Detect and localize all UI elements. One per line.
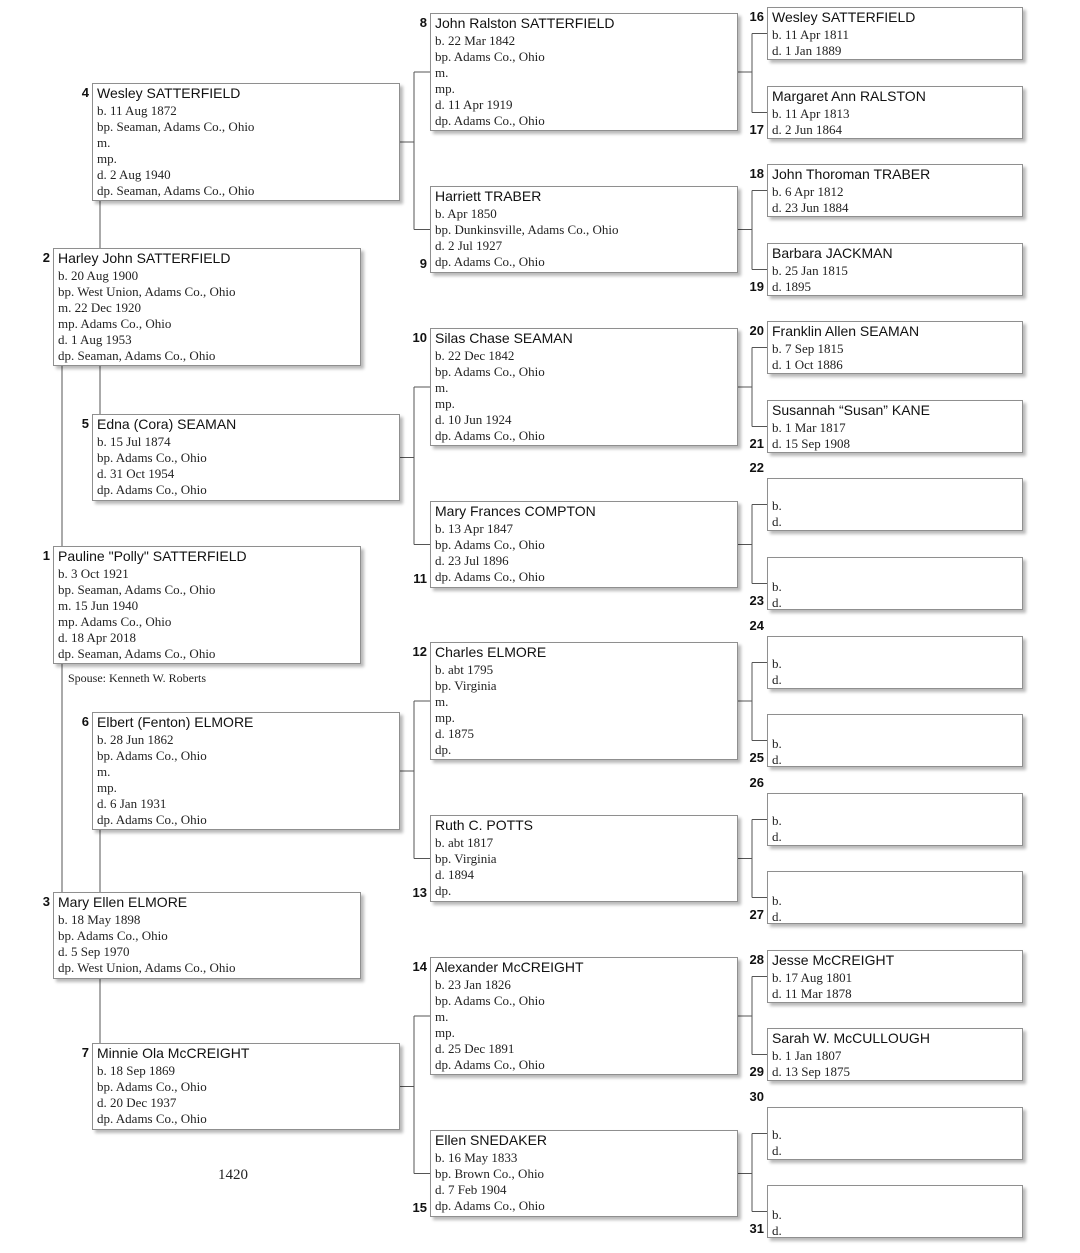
person-fact: b. 16 May 1833 <box>435 1150 518 1165</box>
person-fact: dp. Adams Co., Ohio <box>435 428 545 443</box>
person-fact: d. 20 Dec 1937 <box>97 1095 177 1110</box>
person-fact: b. abt 1795 <box>435 662 494 677</box>
person-fact: b. 7 Sep 1815 <box>772 341 844 356</box>
spouse-line: Spouse: Kenneth W. Roberts <box>68 671 206 685</box>
person-fact: b. 18 Sep 1869 <box>97 1063 175 1078</box>
person-fact: mp. <box>97 780 117 795</box>
person-fact: dp. Adams Co., Ohio <box>435 569 545 584</box>
person-box-1 <box>53 546 361 664</box>
person-fact: b. 22 Dec 1842 <box>435 348 515 363</box>
person-fact: bp. Seaman, Adams Co., Ohio <box>97 119 255 134</box>
person-fact: dp. Adams Co., Ohio <box>435 1057 545 1072</box>
person-fact: bp. Adams Co., Ohio <box>435 537 545 552</box>
person-name: Ruth C. POTTS <box>435 817 534 833</box>
person-number: 18 <box>749 166 764 181</box>
person-fact: dp. West Union, Adams Co., Ohio <box>58 960 236 975</box>
person-name: Sarah W. McCULLOUGH <box>772 1030 930 1046</box>
person-number: 26 <box>749 775 764 790</box>
person-fact: d. 18 Apr 2018 <box>58 630 136 645</box>
person-fact: bp. Brown Co., Ohio <box>435 1166 545 1181</box>
person-fact: d. 11 Mar 1878 <box>772 986 852 1001</box>
person-box-24 <box>767 636 1023 689</box>
person-fact: d. 7 Feb 1904 <box>435 1182 507 1197</box>
person-number: 25 <box>749 750 764 765</box>
person-number: 20 <box>749 323 764 338</box>
person-fact: d. 31 Oct 1954 <box>97 466 175 481</box>
person-fact: m. <box>435 380 449 395</box>
person-box-31 <box>767 1185 1023 1238</box>
person-name: Minnie Ola McCREIGHT <box>97 1045 250 1061</box>
person-box-12 <box>430 642 738 760</box>
person-fact: dp. Seaman, Adams Co., Ohio <box>58 348 216 363</box>
person-box-20 <box>767 321 1023 374</box>
person-fact: bp. Adams Co., Ohio <box>97 1079 207 1094</box>
person-number: 6 <box>81 714 89 729</box>
person-fact: d. 23 Jun 1884 <box>772 200 849 215</box>
person-box-18 <box>767 164 1023 217</box>
person-fact: dp. Seaman, Adams Co., Ohio <box>58 646 216 661</box>
person-number: 21 <box>749 436 764 451</box>
person-fact: d. <box>772 1143 782 1158</box>
person-fact: d. <box>772 829 782 844</box>
person-fact: mp. <box>435 81 455 96</box>
person-fact: dp. Adams Co., Ohio <box>97 482 207 497</box>
person-number: 16 <box>749 9 764 24</box>
person-fact: b. <box>772 1207 782 1222</box>
person-fact: bp. Virginia <box>435 678 497 693</box>
person-box-7 <box>92 1043 400 1130</box>
person-box-4 <box>92 83 400 201</box>
person-fact: m. <box>97 764 111 779</box>
person-box-17 <box>767 86 1023 139</box>
person-fact: b. 20 Aug 1900 <box>58 268 139 283</box>
person-fact: b. 1 Mar 1817 <box>772 420 846 435</box>
person-number: 11 <box>413 571 427 586</box>
page-number: 1420 <box>218 1167 248 1183</box>
person-fact: d. <box>772 595 782 610</box>
person-box-25 <box>767 714 1023 767</box>
person-number: 4 <box>81 85 89 100</box>
person-name: Wesley SATTERFIELD <box>97 85 241 101</box>
person-fact: bp. West Union, Adams Co., Ohio <box>58 284 236 299</box>
person-fact: d. 15 Sep 1908 <box>772 436 850 451</box>
person-box-16 <box>767 7 1023 60</box>
person-fact: dp. Adams Co., Ohio <box>435 113 545 128</box>
person-number: 24 <box>749 618 764 633</box>
person-name: Alexander McCREIGHT <box>435 959 584 975</box>
person-fact: b. 17 Aug 1801 <box>772 970 853 985</box>
person-fact: bp. Adams Co., Ohio <box>58 928 168 943</box>
person-fact: bp. Adams Co., Ohio <box>435 49 545 64</box>
person-fact: b. 11 Aug 1872 <box>97 103 177 118</box>
person-fact: b. <box>772 1127 782 1142</box>
person-fact: d. 11 Apr 1919 <box>435 97 513 112</box>
person-fact: d. 2 Aug 1940 <box>97 167 171 182</box>
person-fact: b. 18 May 1898 <box>58 912 141 927</box>
person-fact: d. 2 Jun 1864 <box>772 122 843 137</box>
person-fact: b. <box>772 579 782 594</box>
person-fact: d. 6 Jan 1931 <box>97 796 167 811</box>
person-box-3 <box>53 892 361 979</box>
person-number: 13 <box>412 885 427 900</box>
person-fact: dp. Adams Co., Ohio <box>435 254 545 269</box>
person-box-13 <box>430 815 738 902</box>
person-fact: dp. Adams Co., Ohio <box>97 1111 207 1126</box>
person-box-22 <box>767 478 1023 531</box>
person-number: 9 <box>419 256 427 271</box>
person-fact: b. 15 Jul 1874 <box>97 434 171 449</box>
person-fact: b. 11 Apr 1811 <box>772 27 850 42</box>
person-number: 12 <box>412 644 427 659</box>
person-box-19 <box>767 243 1023 296</box>
person-box-14 <box>430 957 738 1075</box>
person-fact: m. <box>435 1009 449 1024</box>
person-box-23 <box>767 557 1023 610</box>
person-name: Susannah “Susan” KANE <box>772 402 930 418</box>
person-box-26 <box>767 793 1023 846</box>
person-fact: m. 15 Jun 1940 <box>58 598 139 613</box>
person-name: Margaret Ann RALSTON <box>772 88 926 104</box>
person-fact: mp. <box>97 151 117 166</box>
person-name: Franklin Allen SEAMAN <box>772 323 920 339</box>
person-fact: mp. <box>435 396 455 411</box>
person-fact: b. Apr 1850 <box>435 206 497 221</box>
person-fact: d. 1895 <box>772 279 811 294</box>
person-fact: bp. Adams Co., Ohio <box>435 364 545 379</box>
person-fact: b. 22 Mar 1842 <box>435 33 516 48</box>
person-fact: bp. Adams Co., Ohio <box>435 993 545 1008</box>
person-number: 10 <box>412 330 427 345</box>
person-fact: d. 2 Jul 1927 <box>435 238 503 253</box>
person-number: 1 <box>42 548 50 563</box>
person-fact: b. 23 Jan 1826 <box>435 977 511 992</box>
person-fact: d. 1 Jan 1889 <box>772 43 842 58</box>
person-box-9 <box>430 186 738 273</box>
person-fact: b. <box>772 893 782 908</box>
person-number: 28 <box>749 952 764 967</box>
person-number: 22 <box>749 460 764 475</box>
person-name: Wesley SATTERFIELD <box>772 9 916 25</box>
person-fact: b. 25 Jan 1815 <box>772 263 848 278</box>
person-name: Silas Chase SEAMAN <box>435 330 573 346</box>
person-number: 23 <box>749 593 764 608</box>
person-fact: d. 13 Sep 1875 <box>772 1064 850 1079</box>
person-number: 29 <box>749 1064 764 1079</box>
person-box-10 <box>430 328 738 446</box>
person-number: 31 <box>749 1221 764 1236</box>
person-box-2 <box>53 248 361 366</box>
person-box-6 <box>92 712 400 830</box>
person-name: Jesse McCREIGHT <box>772 952 895 968</box>
person-fact: dp. <box>435 883 452 898</box>
person-fact: b. 28 Jun 1862 <box>97 732 174 747</box>
person-fact: b. 13 Apr 1847 <box>435 521 513 536</box>
person-fact: m. <box>97 135 111 150</box>
person-number: 17 <box>749 122 764 137</box>
person-fact: d. 1875 <box>435 726 474 741</box>
person-number: 15 <box>412 1200 427 1215</box>
person-fact: dp. Adams Co., Ohio <box>97 812 207 827</box>
person-fact: d. 1894 <box>435 867 474 882</box>
person-number: 8 <box>419 15 427 30</box>
person-number: 19 <box>749 279 764 294</box>
person-fact: bp. Virginia <box>435 851 497 866</box>
person-number: 14 <box>412 959 427 974</box>
person-fact: bp. Adams Co., Ohio <box>97 748 207 763</box>
person-box-21 <box>767 400 1023 453</box>
person-name: Charles ELMORE <box>435 644 547 660</box>
person-fact: d. <box>772 514 782 529</box>
person-fact: d. <box>772 909 782 924</box>
person-fact: mp. <box>435 1025 455 1040</box>
person-fact: mp. Adams Co., Ohio <box>58 614 172 629</box>
person-fact: b. <box>772 498 782 513</box>
person-fact: dp. Seaman, Adams Co., Ohio <box>97 183 255 198</box>
person-name: Barbara JACKMAN <box>772 245 893 261</box>
person-fact: b. <box>772 813 782 828</box>
person-fact: b. 11 Apr 1813 <box>772 106 850 121</box>
person-fact: d. <box>772 1223 782 1238</box>
person-number: 5 <box>81 416 89 431</box>
person-fact: d. <box>772 752 782 767</box>
person-number: 3 <box>42 894 50 909</box>
person-name: John Ralston SATTERFIELD <box>435 15 615 31</box>
person-fact: mp. <box>435 710 455 725</box>
person-name: Pauline "Polly" SATTERFIELD <box>58 548 247 564</box>
person-box-27 <box>767 871 1023 924</box>
person-fact: m. 22 Dec 1920 <box>58 300 142 315</box>
person-fact: d. 23 Jul 1896 <box>435 553 509 568</box>
person-fact: b. 3 Oct 1921 <box>58 566 129 581</box>
person-name: Mary Ellen ELMORE <box>58 894 188 910</box>
person-number: 27 <box>749 907 764 922</box>
person-box-11 <box>430 501 738 588</box>
person-fact: d. 1 Aug 1953 <box>58 332 132 347</box>
person-fact: bp. Seaman, Adams Co., Ohio <box>58 582 216 597</box>
person-fact: b. abt 1817 <box>435 835 494 850</box>
person-name: Mary Frances COMPTON <box>435 503 596 519</box>
person-fact: dp. <box>435 742 452 757</box>
person-number: 7 <box>81 1045 89 1060</box>
person-box-15 <box>430 1130 738 1217</box>
person-fact: d. 25 Dec 1891 <box>435 1041 515 1056</box>
person-number: 30 <box>749 1089 764 1104</box>
person-name: Edna (Cora) SEAMAN <box>97 416 237 432</box>
person-fact: b. <box>772 736 782 751</box>
person-name: Harriett TRABER <box>435 188 542 204</box>
person-fact: bp. Dunkinsville, Adams Co., Ohio <box>435 222 619 237</box>
person-fact: b. <box>772 656 782 671</box>
person-name: Elbert (Fenton) ELMORE <box>97 714 254 730</box>
person-fact: dp. Adams Co., Ohio <box>435 1198 545 1213</box>
person-box-8 <box>430 13 738 131</box>
person-name: Ellen SNEDAKER <box>435 1132 548 1148</box>
person-fact: m. <box>435 65 449 80</box>
person-number: 2 <box>42 250 50 265</box>
person-fact: d. <box>772 672 782 687</box>
person-fact: mp. Adams Co., Ohio <box>58 316 172 331</box>
person-name: Harley John SATTERFIELD <box>58 250 231 266</box>
person-box-28 <box>767 950 1023 1003</box>
person-name: John Thoroman TRABER <box>772 166 931 182</box>
person-box-29 <box>767 1028 1023 1081</box>
person-fact: b. 1 Jan 1807 <box>772 1048 842 1063</box>
person-fact: bp. Adams Co., Ohio <box>97 450 207 465</box>
person-fact: m. <box>435 694 449 709</box>
person-fact: d. 10 Jun 1924 <box>435 412 512 427</box>
person-fact: d. 5 Sep 1970 <box>58 944 130 959</box>
person-box-5 <box>92 414 400 501</box>
person-fact: b. 6 Apr 1812 <box>772 184 844 199</box>
person-box-30 <box>767 1107 1023 1160</box>
person-fact: d. 1 Oct 1886 <box>772 357 843 372</box>
